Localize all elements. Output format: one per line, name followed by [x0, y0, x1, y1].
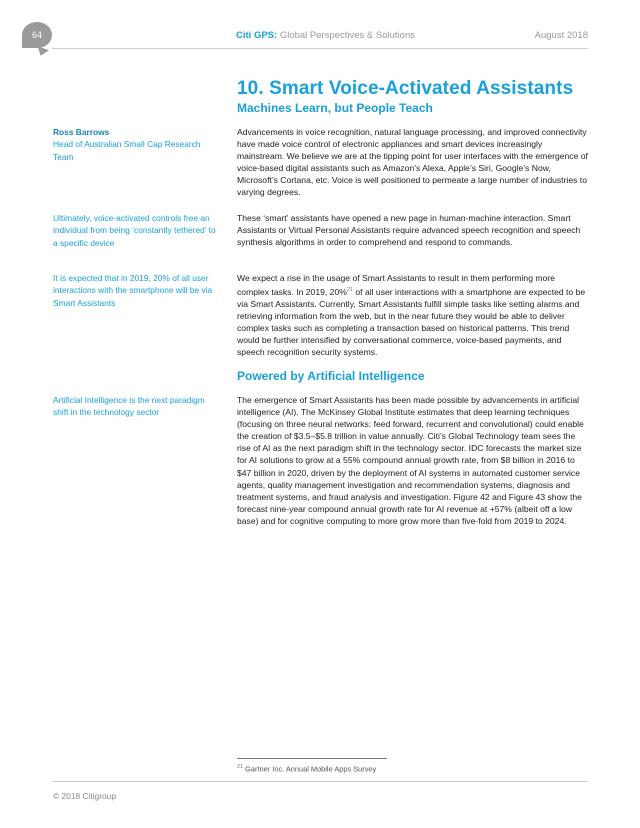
sidebar-note-2: It is expected that in 2019, 20% of all user interactions with the smartphone will be via Smart Assistants	[53, 273, 213, 308]
paragraph-1: Advancements in voice recognition, natural language processing, and improved connectivity have made voice control of electronic appliances and smart devices increasingly mainstream. We believe we are at the tipping point for user interfaces with the emergence of voice-based digital assistants such as Amazon’s Alexa, Apple’s Siri, Google’s Now, Microsoft’s Cortana, etc. Voice is well positioned to permeate a large number of industries to varying degrees.	[237, 127, 588, 198]
paragraph-3-end: of all user interactions with a smartphone are expected to be via Smart Assistants. Currently, Smart Assistants fulfill simple tasks like setting alarms and retrieving information from the web, but in the near future they would be able to deliver complex tasks such as completing a transaction based on historical patterns. This trend would be further intensified by conversational commerce, voice-based payments, and speech recognition security systems.	[237, 286, 586, 358]
page-number: 64	[31, 30, 42, 40]
sidebar-note-1: Ultimately, voice-activated controls free an individual from being ‘constantly tethered’ to a specific device	[53, 213, 216, 248]
section-heading: Powered by Artificial Intelligence	[237, 369, 425, 383]
brand-subtitle: Global Perspectives & Solutions	[279, 30, 415, 41]
paragraph-4: The emergence of Smart Assistants has been made possible by advancements in artificial intelligence (AI). The McKinsey Global Institute estimates that deep learning techniques (focusing on three neural networks: feed forward, recurrent and convolutional) could enable the creation of $3.5–$5.8 trillion in value annually. Citi’s Global Technology team sees the rise of AI as the next paradigm shift in the technology sector. IDC forecasts the market size for AI solutions to grow at a 55% compound annual growth rate, from $8 billion in 2016 to $47 billion in 2020, driven by the deployment of AI systems in automated customer service agents, quality management investigation and recommendation systems, diagnosis and treatment systems, and fraud analysis and investigation. Figure 42 and Figure 43 show the forecast nine-year compound annual growth rate for AI revenue at +57% (albeit off a low base) and for cognitive computing to more grow more than five-fold from 2019 to 2024.	[237, 395, 584, 526]
author-name: Ross Barrows	[53, 127, 110, 137]
footnote-ref: 21	[346, 287, 353, 294]
page-number-badge	[22, 22, 52, 48]
page-subtitle: Machines Learn, but People Teach	[237, 101, 433, 115]
author-title: Head of Australian Small Cap Research Team	[53, 139, 201, 162]
page-title: 10. Smart Voice-Activated Assistants	[237, 78, 574, 99]
copyright: © 2018 Citigroup	[53, 791, 116, 801]
brand-name: Citi GPS:	[236, 30, 278, 41]
paragraph-3-start: We expect a rise in the usage of Smart Assistants to result in them performing more complex tasks. In 2019, 20%	[237, 273, 555, 297]
page-header	[52, 0, 588, 49]
sidebar-note-3: Artificial Intelligence is the next paradigm shift in the technology sector	[53, 395, 205, 418]
author-block	[53, 126, 218, 163]
paragraph-2: These ‘smart’ assistants have opened a new page in human-machine interaction. Smart Assistants or Virtual Personal Assistants require advanced speech recognition and speech synthesis algorithms in order to comprehend and respond to commands.	[237, 213, 581, 248]
brand-line	[236, 30, 415, 41]
footer-divider	[52, 781, 588, 782]
footnote-number: 21	[237, 764, 244, 770]
footnote-divider	[237, 758, 387, 759]
footnote-text: Gartner Inc. Annual Mobile Apps Survey	[243, 764, 377, 774]
paragraph-3	[237, 272, 589, 359]
header-date: August 2018	[534, 30, 588, 41]
footnote	[237, 764, 376, 773]
